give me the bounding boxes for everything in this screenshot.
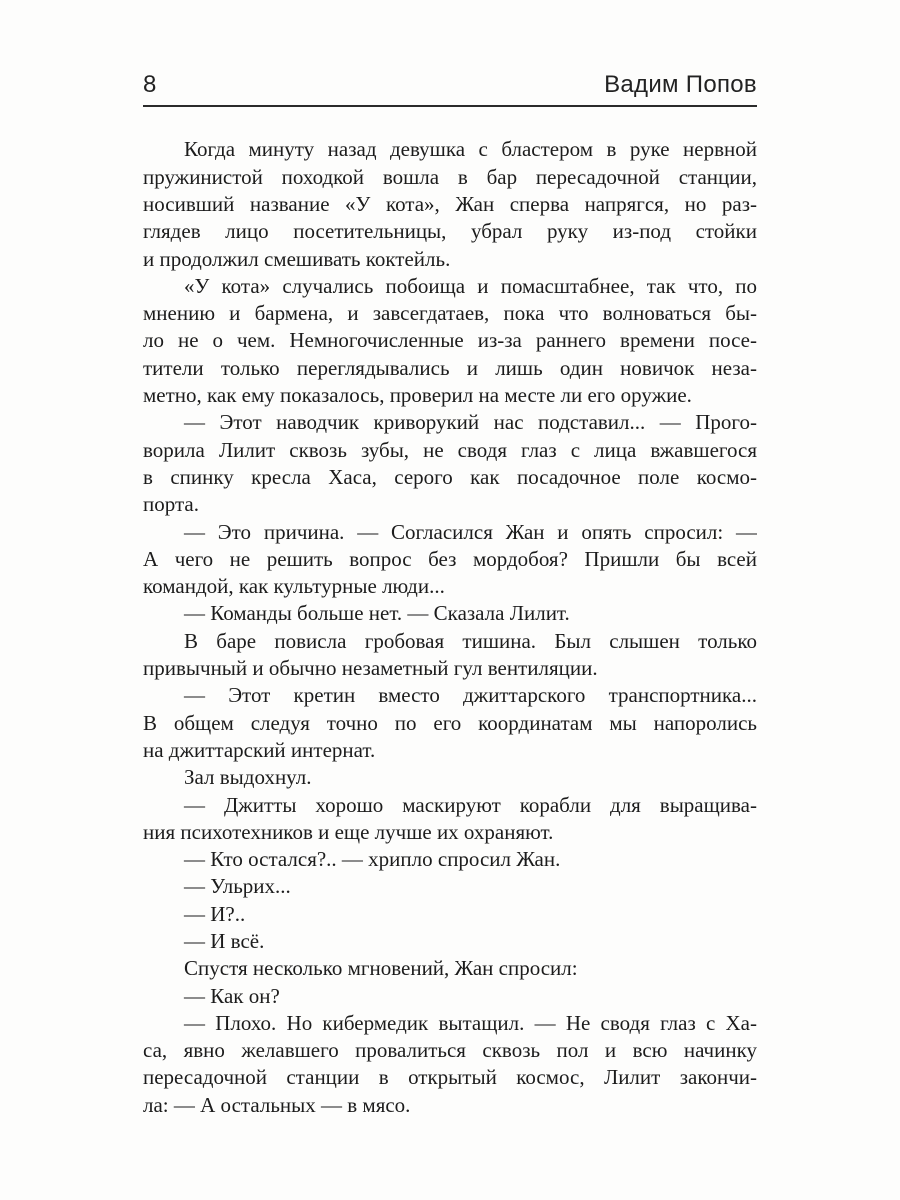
text-line: В общем следуя точно по его координатам мы напоролись (143, 710, 757, 735)
text-line: — И?.. (184, 901, 246, 926)
text-line: пересадочной станции в открытый космос, Лилит закончи- (143, 1065, 757, 1090)
paragraph (143, 928, 757, 955)
text-line: са, явно желавшего провалиться сквозь пол и всю начинку (143, 1038, 757, 1063)
text-line: — Джитты хорошо маскируют корабли для выращива- (184, 792, 757, 817)
text-line: — Это причина. — Согласился Жан и опять спросил: — (184, 519, 757, 544)
paragraph (143, 409, 757, 518)
text-line: А чего не решить вопрос без мордобоя? Пришли бы всей (143, 546, 757, 571)
text-line: — Как он? (184, 983, 280, 1008)
page-body (143, 136, 757, 1119)
text-line: — Команды больше нет. — Сказала Лилит. (184, 601, 570, 626)
paragraph (143, 901, 757, 928)
paragraph (143, 600, 757, 627)
page-number: 8 (143, 71, 157, 98)
paragraph (143, 764, 757, 791)
text-line: ло не о чем. Немногочисленные из-за раннего времени посе- (143, 328, 757, 353)
text-line: Спустя несколько мгновений, Жан спросил: (184, 956, 578, 981)
text-line: В баре повисла гробовая тишина. Был слышен только (184, 628, 757, 653)
paragraph (143, 273, 757, 409)
paragraph (143, 792, 757, 847)
paragraph (143, 136, 757, 272)
text-line: в спинку кресла Хаса, серого как посадочное поле космо- (143, 464, 757, 489)
text-line: — Плохо. Но кибермедик вытащил. — Не сводя глаз с Ха- (184, 1010, 757, 1035)
paragraph (143, 955, 757, 982)
text-line: — Кто остался?.. — хрипло спросил Жан. (184, 847, 561, 872)
text-line: командой, как культурные люди... (143, 574, 445, 599)
running-title-author: Вадим Попов (604, 71, 757, 98)
paragraph (143, 846, 757, 873)
text-line: привычный и обычно незаметный гул вентиляции. (143, 656, 598, 681)
text-line: порта. (143, 492, 199, 517)
paragraph (143, 873, 757, 900)
text-line: ния психотехников и еще лучше их охраняют. (143, 819, 554, 844)
text-line: ворила Лилит сквозь зубы, не сводя глаз с лица вжавшегося (143, 437, 757, 462)
text-line: пружинистой походкой вошла в бар пересадочной станции, (143, 164, 757, 189)
paragraph (143, 1010, 757, 1119)
text-line: на джиттарский интернат. (143, 737, 376, 762)
text-line: мнению и бармена, и завсегдатаев, пока что волноваться бы- (143, 301, 757, 326)
text-line: носивший название «У кота», Жан сперва напрягся, но раз- (143, 191, 757, 216)
text-line: — Этот кретин вместо джиттарского транспортника... (184, 683, 757, 708)
text-line: — Этот наводчик криворукий нас подставил... — Прого- (184, 410, 757, 435)
text-line: тители только переглядывались и лишь один новичок неза- (143, 355, 757, 380)
paragraph (143, 983, 757, 1010)
text-line: «У кота» случались побоища и помасштабнее, так что, по (184, 273, 757, 298)
paragraph (143, 519, 757, 601)
text-line: — Ульрих... (184, 874, 291, 899)
text-line: метно, как ему показалось, проверил на месте ли его оружие. (143, 383, 692, 408)
text-line: ла: — А остальных — в мясо. (143, 1092, 411, 1117)
text-line: Зал выдохнул. (184, 765, 312, 790)
running-head (143, 72, 757, 107)
paragraph (143, 628, 757, 683)
text-line: Когда минуту назад девушка с бластером в руке нервной (184, 137, 757, 162)
text-line: и продолжил смешивать коктейль. (143, 246, 451, 271)
text-line: — И всё. (184, 929, 265, 953)
text-line: глядев лицо посетительницы, убрал руку из-под стойки (143, 219, 757, 244)
paragraph (143, 682, 757, 764)
